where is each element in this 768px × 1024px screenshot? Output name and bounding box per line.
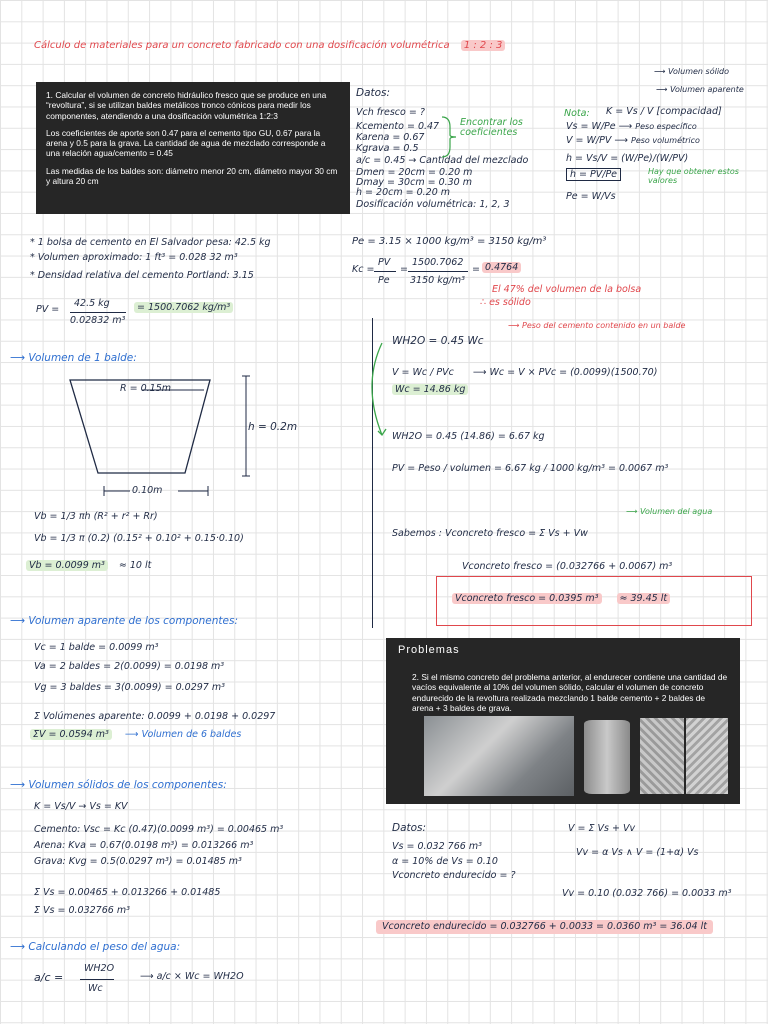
cement-line: * Densidad relativa del cemento Portland: 3.15 [30,270,254,281]
bracket-note: Encontrar los coeficientes [460,117,523,139]
pv-result: = 1500.7062 kg/m³ [134,303,233,313]
solidos-line: Grava: Kvg = 0.5(0.0297 m³) = 0.01485 m³ [34,856,242,867]
vb-result: Vb = 0.0099 m³ ≈ 10 lt [26,561,151,571]
datos-1-header: Datos: [356,87,391,99]
datos-1-line: Dmay = 30cm = 0.30 m [356,177,473,188]
bracket-icon [440,115,460,159]
agua-line: PV = Peso / volumen = 6.67 kg / 1000 kg/m³ = 0.0067 m³ [392,463,669,474]
pv-lhs: PV = [36,304,60,315]
fresco-result: Vconcreto fresco = 0.0395 m³ ≈ 39.45 lt [452,594,670,604]
solidos-line: Arena: Kva = 0.67(0.0198 m³) = 0.013266 m³ [34,840,254,851]
page-title: Cálculo de materiales para un concreto fabricado con una dosificación volumétrica 1 : 2 : 3 [34,40,505,51]
problem-2-text: 2. Si el mismo concreto del problema anterior, al endurecer contiene una cantidad de vacíos equivalente al 10% del volumen sólido, calcular el volumen de concreto endurecido de la revoltura realizada mezclando 1 balde cemento + 2 baldes de arena + 3 baldes de grava. [412,672,728,713]
solidos-line: K = Vs/V → Vs = KV [34,801,128,812]
concrete-cylinder-image [584,720,630,794]
ac-den: Wc [88,983,103,994]
cement-line: * Volumen aproximado: 1 ft³ = 0.028 32 m³ [30,252,238,263]
solidos-heading: ⟶ Volumen sólidos de los componentes: [10,779,227,791]
problem-1-text-1: 1. Calcular el volumen de concreto hidráulico fresco que se produce en una “revoltura”, si se utilizan baldes metálicos tronco cónicos para medir los componentes, atendiendo a una dosificación volumétrica 1:2:3 [46,90,327,121]
kc-f2-num: 1500.7062 [412,257,464,268]
concrete-section-image [686,718,728,794]
nota-top-2: ⟶ Volumen aparente [656,85,744,94]
datos-1-line: h = 20cm = 0.20 m [356,187,451,198]
problem-1-text-2: Los coeficientes de aporte son 0.47 para el cemento tipo GU, 0.67 para la arena y 0.5 para la grava. La cantidad de agua de mezclado corresponde a una relación agua/cemento = 0.45 [46,127,326,159]
fresco-line: Vconcreto fresco = (0.032766 + 0.0067) m³ [462,561,673,572]
datos-2-line: Vconcreto endurecido = ? [392,870,516,881]
endurecido-result: Vconcreto endurecido = 0.032766 + 0.0033 = 0.0360 m³ = 36.04 lt [376,920,713,934]
agua-annotation: ⟶ Peso del cemento contenido en un balde [508,321,686,330]
nota-line: h = Vs/V = (W/Pe)/(W/PV) [566,153,689,164]
datos-1-line: Karena = 0.67 [356,132,425,143]
aparente-line: ΣV = 0.0594 m³ ⟶ Volumen de 6 baldes [30,730,241,740]
kc-note-1: El 47% del volumen de la bolsa [492,284,642,295]
nota-line: Vs = W/Pe ⟶ Peso específico [566,121,697,132]
green-arc-arrow [362,335,390,445]
balde-heading: ⟶ Volumen de 1 balde: [10,352,137,364]
fresco-line: Sabemos : Vconcreto fresco = Σ Vs + Vw [392,528,588,539]
aparente-line: Vg = 3 baldes = 3(0.0099) = 0.0297 m³ [34,682,225,693]
solidos-line: Cemento: Vsc = Kc (0.47)(0.0099 m³) = 0.00465 m³ [34,824,284,835]
equals-sign: = [400,264,408,275]
vb-substitution: Vb = 1/3 π (0.2) (0.15² + 0.10² + 0.15·0.10) [34,533,244,544]
cement-line: * 1 bolsa de cemento en El Salvador pesa: 42.5 kg [30,237,271,248]
fresco-annotation: ⟶ Volumen del agua [626,507,713,516]
datos-1-line: Dosificación volumétrica: 1, 2, 3 [356,199,510,210]
kc-lhs: Kc = [352,264,375,275]
datos-2-right: Vv = α Vs ∧ V = (1+α) Vs [576,847,699,858]
datos-2-right: V = Σ Vs + Vv [568,823,636,834]
ac-lhs: a/c = [34,971,64,984]
datos-1-line: Kcemento = 0.47 [356,121,440,132]
datos-2-right: Vv = 0.10 (0.032 766) = 0.0033 m³ [562,888,732,899]
nota-line: K = Vs / V [compacidad] [606,106,722,117]
ratio-highlight: 1 : 2 : 3 [461,40,506,51]
nota-top-1: ⟶ Volumen sólido [654,67,730,76]
nota-line: Pe = W/Vs [566,191,616,202]
pv-num: 42.5 kg [74,298,110,309]
datos-2-line: α = 10% de Vs = 0.10 [392,856,498,867]
nota-line: h = PV/Pe [566,170,621,180]
problemas-box [386,638,740,804]
nota-line: V = W/PV ⟶ Peso volumétrico [566,135,700,146]
nota-note: Hay que obtener estos valores [648,167,739,185]
kc-result: 0.4764 [482,263,521,273]
ac-rhs: ⟶ a/c × Wc = WH2O [140,971,244,982]
agua-line: WH2O = 0.45 (14.86) = 6.67 kg [392,431,545,442]
datos-2-line: Vs = 0.032 766 m³ [392,841,482,852]
ac-num: WH2O [84,963,115,974]
kc-f2-den: 3150 kg/m³ [410,275,465,286]
problemas-title: Problemas [398,644,460,656]
aparente-line: Σ Volúmenes aparente: 0.0099 + 0.0198 + 0.0297 [34,711,276,722]
concrete-pour-image [424,716,574,796]
fraction-bar [408,271,468,272]
nota-label: Nota: [564,108,590,119]
datos-1-line: Kgrava = 0.5 [356,143,419,154]
datos-2-header: Datos: [392,822,427,834]
datos-1-line: Dmen = 20cm = 0.20 m [356,167,473,178]
solidos-line: Σ Vs = 0.032766 m³ [34,905,130,916]
equals-sign: = [472,264,480,275]
aparente-line: Va = 2 baldes = 2(0.0099) = 0.0198 m³ [34,661,225,672]
pe-line: Pe = 3.15 × 1000 kg/m³ = 3150 kg/m³ [352,236,547,247]
kc-f1-den: Pe [378,275,390,286]
agua-line: V = Wc / PVc ⟶ Wc = V × PVc = (0.0099)(1500.70) [392,367,658,378]
problem-1-box [36,82,350,214]
concrete-section-image [640,718,684,794]
solidos-line: Σ Vs = 0.00465 + 0.013266 + 0.01485 [34,887,221,898]
bucket-height-label: h = 0.2m [248,421,298,433]
aparente-heading: ⟶ Volumen aparente de los componentes: [10,615,238,627]
kc-f1-num: PV [378,257,391,268]
pv-den: 0.02832 m³ [70,315,126,326]
datos-1-line: a/c = 0.45 → Cantidad del mezclado [356,155,529,166]
problem-1-text-3: Las medidas de los baldes son: diámetro menor 20 cm, diámetro mayor 30 cm y altura 20 cm [46,165,338,186]
fraction-bar [374,271,396,272]
datos-1-line: Vch fresco = ? [356,107,425,118]
kc-note-2: ∴ es sólido [480,297,531,308]
fraction-bar [80,979,114,980]
agua-line: WH2O = 0.45 Wc [392,335,484,347]
bucket-radius-label: R = 0.15m [120,383,172,394]
vb-formula: Vb = 1/3 πh (R² + r² + Rr) [34,511,158,522]
bucket-small-label: 0.10m [132,485,163,496]
agua-line: Wc = 14.86 kg [392,385,468,395]
fraction-bar [70,312,126,313]
peso-agua-heading: ⟶ Calculando el peso del agua: [10,941,181,953]
aparente-line: Vc = 1 balde = 0.0099 m³ [34,642,159,653]
